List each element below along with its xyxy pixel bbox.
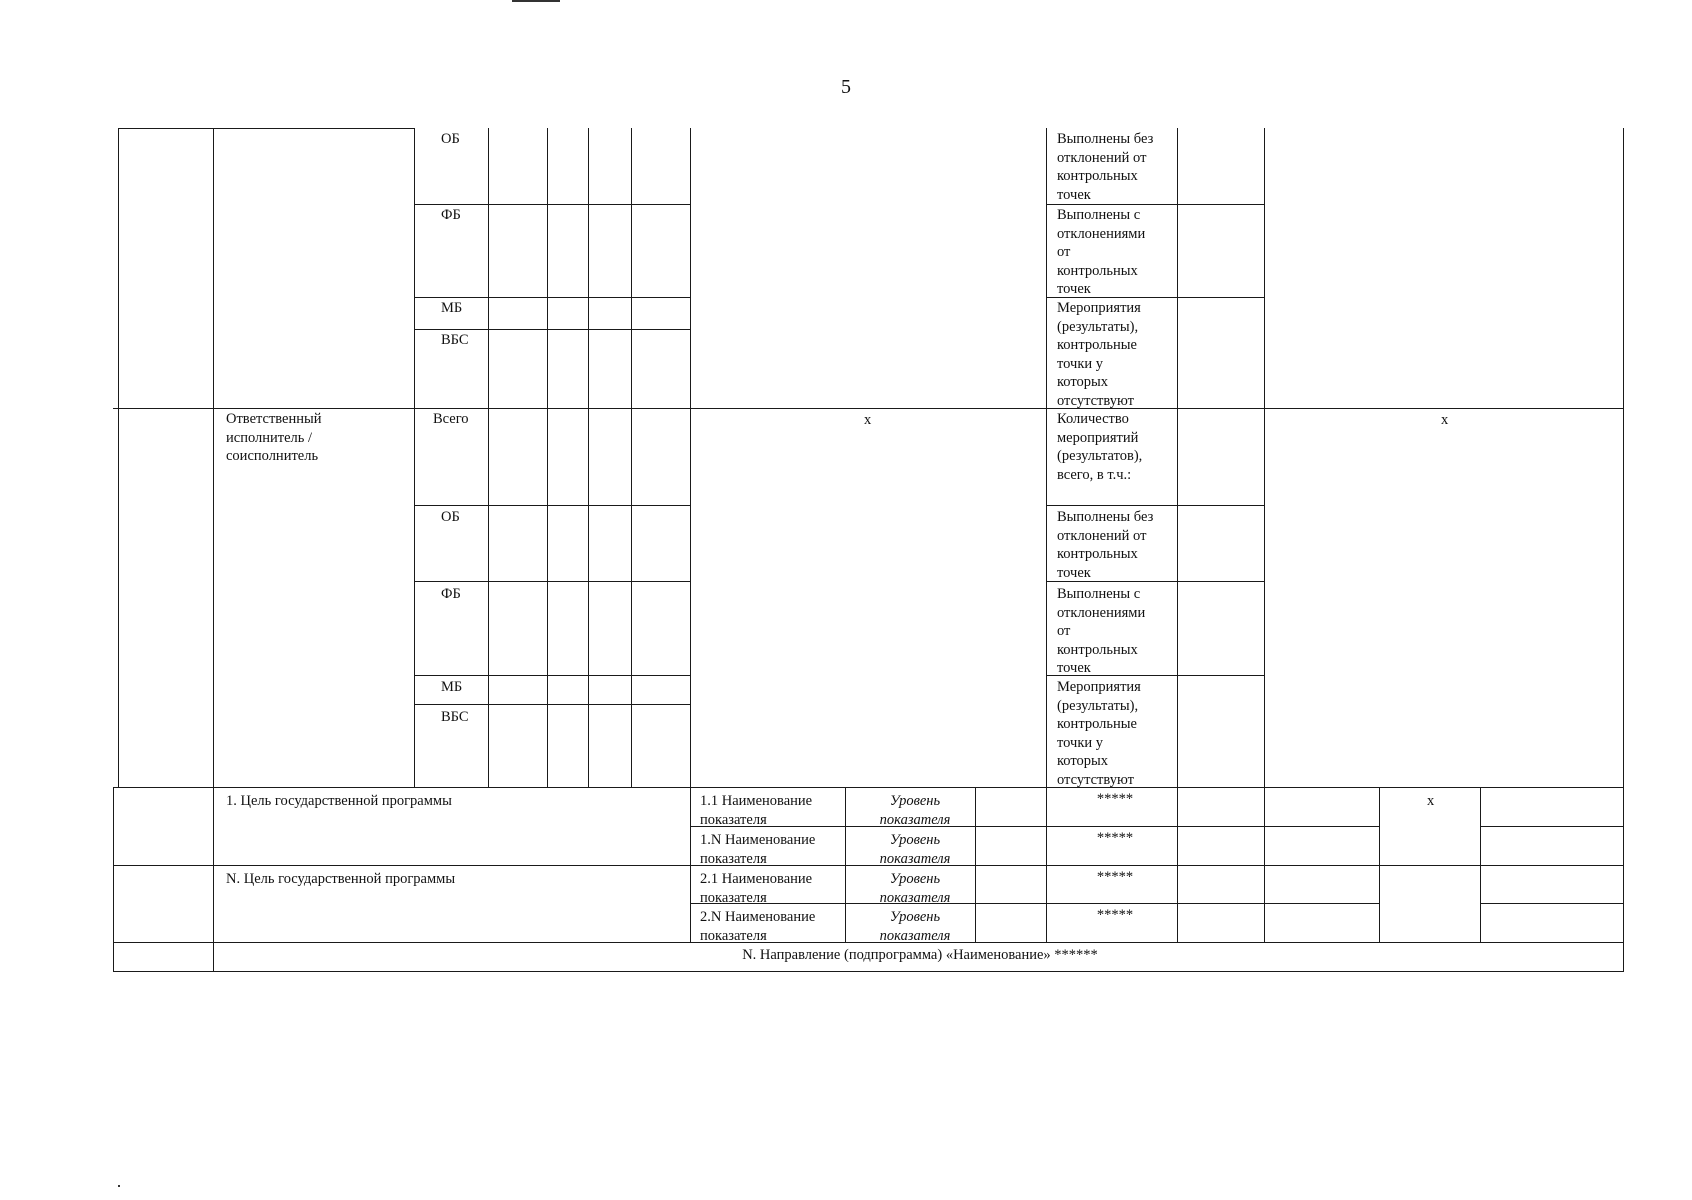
grid-line-h (1480, 903, 1624, 904)
indicator-name: 2.1 Наименование показателя (700, 871, 813, 906)
indicator-level: Уровень показателя (879, 909, 951, 944)
budget-vbs-a: ВБС (441, 332, 469, 348)
grid-line-h (118, 128, 414, 129)
grid-line-v (845, 787, 846, 942)
grid-line-v (1264, 128, 1265, 942)
budget-fb-b: ФБ (441, 586, 461, 602)
grid-line-v (547, 128, 548, 787)
grid-line-v (1379, 787, 1380, 942)
grid-line-h (414, 704, 690, 705)
indicator-stars: ***** (1096, 830, 1134, 846)
grid-line-v (118, 128, 119, 787)
status-no-points-a: Мероприятия (результаты), контрольные точки у которых отсутствуют (1057, 300, 1141, 409)
grid-line-h (113, 408, 1624, 409)
indicator-stars: ***** (1096, 791, 1134, 807)
scan-mark (512, 0, 560, 2)
grid-line-v (213, 128, 214, 971)
grid-line-v (1177, 128, 1178, 942)
grid-line-v (113, 787, 114, 971)
executor-label: Ответственный исполнитель / соисполнитель (226, 411, 322, 464)
budget-mb-a: МБ (441, 300, 463, 316)
status-no-dev-b: Выполнены без отклонений от контрольных точек (1057, 509, 1154, 581)
grid-line-v (488, 128, 489, 787)
goal-1-label: 1. Цель государственной программы (226, 793, 452, 809)
direction-row: N. Направление (подпрограмма) «Наименование» ****** (742, 947, 1098, 963)
budget-fb-a: ФБ (441, 207, 461, 223)
grid-line-v (1046, 128, 1047, 942)
scan-speck (118, 1185, 120, 1187)
indicator-name: 1.N Наименование показателя (700, 832, 816, 867)
grid-line-h (414, 675, 690, 676)
indicator-stars: ***** (1096, 907, 1134, 923)
status-with-dev-a: Выполнены с отклонениями от контрольных точек (1057, 207, 1146, 297)
grid-line-h (414, 505, 690, 506)
grid-line-h (113, 971, 1624, 972)
indicator-stars: ***** (1096, 869, 1134, 885)
budget-mb-b: МБ (441, 679, 463, 695)
indicator-name: 1.1 Наименование показателя (700, 793, 813, 828)
status-with-dev-b: Выполнены с отклонениями от контрольных точек (1057, 586, 1146, 676)
goal-n-label: N. Цель государственной программы (226, 871, 456, 887)
grid-line-v (1623, 128, 1624, 971)
budget-vbs-b: ВБС (441, 709, 469, 725)
grid-line-h (414, 581, 690, 582)
grid-line-v (631, 128, 632, 787)
page-number: 5 (841, 76, 851, 98)
indicator-level: Уровень показателя (879, 871, 951, 906)
indicator-name: 2.N Наименование показателя (700, 909, 816, 944)
grid-line-h (1046, 505, 1264, 506)
indicator-level: Уровень показателя (879, 832, 951, 867)
budget-total: Всего (433, 411, 469, 427)
grid-line-h (113, 787, 1624, 788)
x-mark-right: x (1441, 412, 1449, 428)
grid-line-v (1480, 787, 1481, 942)
grid-line-h (1480, 826, 1624, 827)
x-mark-middle: x (864, 412, 872, 428)
x-mark-goals: x (1427, 793, 1435, 809)
grid-line-v (414, 128, 415, 787)
grid-line-v (588, 128, 589, 787)
status-count: Количество мероприятий (результатов), всего, в т.ч.: (1057, 411, 1143, 483)
budget-ob-b: ОБ (441, 509, 460, 525)
status-no-dev-a: Выполнены без отклонений от контрольных точек (1057, 131, 1154, 203)
status-no-points-b: Мероприятия (результаты), контрольные точки у которых отсутствуют (1057, 679, 1141, 788)
budget-ob-a: ОБ (441, 131, 460, 147)
grid-line-v (690, 128, 691, 942)
indicator-level: Уровень показателя (879, 793, 951, 828)
